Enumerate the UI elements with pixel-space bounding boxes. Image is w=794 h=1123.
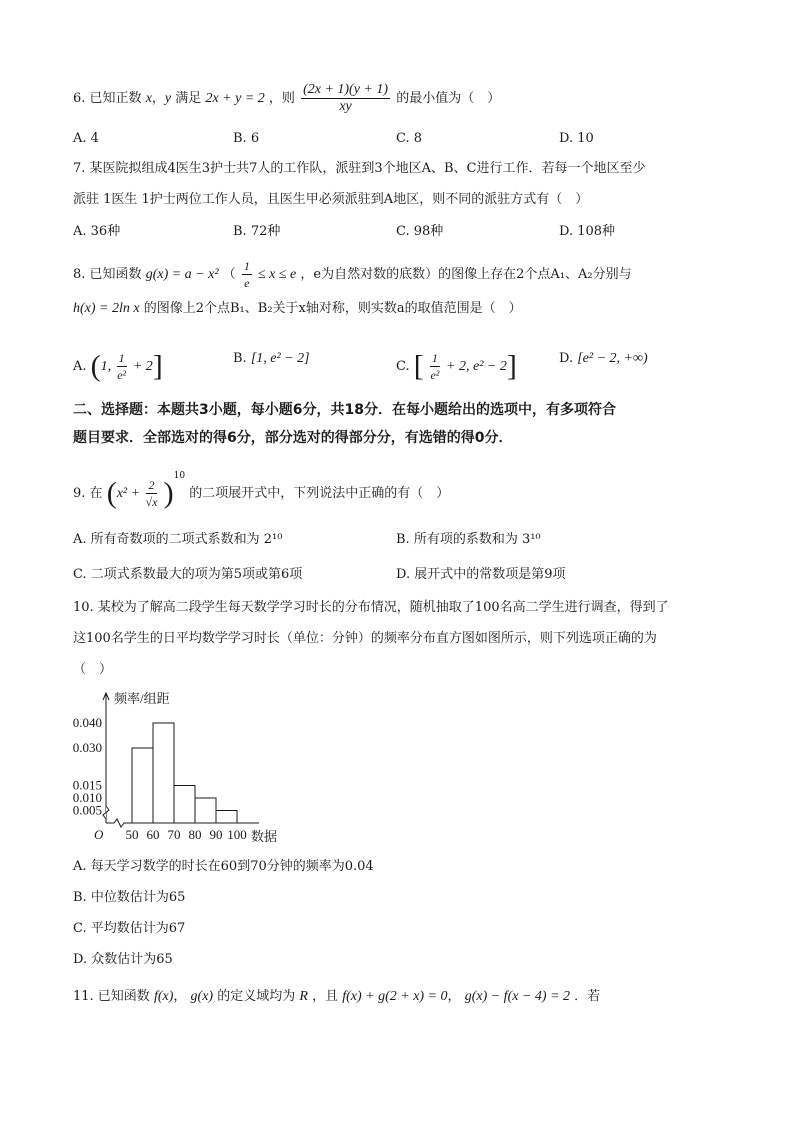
q8-domain-fraction: $\frac{1}{e}$	[243, 259, 250, 290]
y-tick-label: 0.010	[72, 790, 102, 805]
q10-option-c: C. 平均数估计为67	[73, 921, 186, 936]
q6-condition: 2x + y = 2	[205, 91, 265, 106]
histogram-labels	[73, 691, 277, 844]
x-axis-title: 数据	[251, 829, 278, 844]
q11-d: ．若	[574, 989, 601, 1004]
q8-c: ，e为自然对数的底数）的图像上存在2个点A₁、A₂分别与	[300, 267, 632, 282]
q8-h-def: h(x) = 2ln x	[73, 301, 140, 316]
section2-line1: 二、选择题：本题共3小题，每小题6分，共18分．在每小题给出的选项中，有多项符合	[73, 402, 616, 418]
q11-g: g(x)	[190, 989, 214, 1004]
q11-eq2: g(x) − f(x − 4) = 2	[464, 989, 570, 1004]
histogram-bar	[132, 748, 153, 823]
q6-stem: 6. 已知正数 x，y 满足 2x + y = 2 ，则 $\frac{(2x + 1)(y + 1)}{xy}$ 的最小值为（ ）	[73, 82, 501, 114]
q7-option-a: A. 36种	[73, 224, 121, 239]
y-tick-label: 0.030	[72, 740, 102, 755]
q10-line1: 10. 某校为了解高二段学生每天数学学习时长的分布情况，随机抽取了100名高二学生进行调查，得到了	[73, 600, 669, 615]
q8-option-b: B. [1, e² − 2]	[233, 351, 310, 366]
x-tick-label: 100	[227, 827, 247, 842]
q9-option-b: B. 所有项的系数和为 3¹⁰	[396, 532, 541, 547]
q9-b: 的二项展开式中，下列说法中正确的有（ ）	[189, 486, 450, 501]
origin-label: O	[94, 827, 104, 842]
q11-b: 的定义域均为	[217, 989, 296, 1004]
histogram-axes	[103, 693, 259, 827]
q6-option-b: B. 6	[233, 131, 260, 146]
section2-line2: 题目要求．全部选对的得6分，部分选对的得部分分，有选错的得0分．	[73, 430, 513, 446]
q6-stem-a: 6. 已知正数	[73, 91, 142, 106]
y-axis-title: 频率/组距	[114, 691, 170, 706]
q11-c: ，且	[312, 989, 339, 1004]
q8-domain: ≤ x ≤ e	[257, 267, 297, 282]
y-tick-label: 0.005	[72, 802, 102, 818]
q8-b: （	[222, 267, 236, 282]
q7-option-d: D. 108种	[559, 224, 616, 239]
q6-fraction: $\frac{(2x + 1)(y + 1)}{xy}$	[303, 82, 389, 114]
q7-option-b: B. 72种	[233, 224, 281, 239]
q10-line3: （ ）	[73, 662, 113, 677]
x-tick-label: 90	[209, 827, 223, 842]
q11-R: R	[299, 989, 308, 1004]
q9-option-a: A. 所有奇数项的二项式系数和为 2¹⁰	[73, 532, 283, 547]
q6-option-a: A. 4	[73, 131, 99, 146]
x-tick-label: 50	[125, 827, 139, 842]
q11-a: 11. 已知函数	[73, 989, 150, 1004]
q8-option-a: A. (1, $\frac{1}{\text{e²}}$ + 2]	[73, 349, 163, 383]
q6-vars: x	[145, 91, 152, 106]
q8-a: 8. 已知函数	[73, 267, 142, 282]
q11-stem: 11. 已知函数 f(x)， g(x) 的定义域均为 R ，且 f(x) + g(2 + x) = 0， g(x) − f(x − 4) = 2 ．若	[73, 989, 601, 1004]
q10-option-d: D. 众数估计为65	[73, 952, 173, 967]
x-tick-label: 70	[167, 827, 181, 842]
q7-line2: 派驻 1医生 1护士两位工作人员，且医生甲必须派驻到A地区，则不同的派驻方式有（ ）	[73, 192, 589, 207]
q6-stem-b: 满足	[175, 91, 202, 106]
histogram-bars	[132, 723, 237, 823]
histogram-bar	[174, 786, 195, 824]
histogram-bar	[216, 811, 237, 824]
q11-eq1: f(x) + g(2 + x) = 0	[342, 989, 448, 1004]
q6-option-c: C. 8	[396, 131, 423, 146]
q10-option-b: B. 中位数估计为65	[73, 890, 186, 905]
q8-g-def: g(x) = a − x²	[145, 267, 219, 282]
q11-f: f(x)	[153, 989, 174, 1004]
q6-stem-d: 的最小值为（ ）	[396, 91, 501, 106]
y-axis-break	[103, 806, 109, 819]
histogram-bar	[153, 723, 174, 823]
q9-stem: 9. 在 (x² + $\frac{2}{√x}$ )$^{10}$ 的二项展开式中，下列说法中正确的有（ ）	[73, 470, 450, 510]
q6-option-d: D. 10	[559, 131, 594, 146]
q10-line2: 这100名学生的日平均数学学习时长（单位：分钟）的频率分布直方图如图所示，则下列选项正确的为	[73, 631, 657, 646]
q9-a: 9. 在	[73, 486, 103, 501]
q9-option-c: C. 二项式系数最大的项为第5项或第6项	[73, 567, 303, 582]
y-tick-label: 0.015	[72, 777, 102, 793]
x-tick-label: 60	[146, 827, 160, 842]
q8-line1	[73, 258, 632, 291]
q10-option-a: A. 每天学习数学的时长在60到70分钟的频率为0.04	[73, 859, 374, 874]
q9-option-d: D. 展开式中的常数项是第9项	[396, 567, 566, 582]
q7-line1: 7. 某医院拟组成4医生3护士共7人的工作队，派驻到3个地区A、B、C进行工作．若每一个地区至少	[73, 161, 646, 176]
x-tick-label: 80	[188, 827, 202, 842]
y-tick-label: 0.040	[72, 715, 102, 730]
q8-d: 的图像上2个点B₁、B₂关于x轴对称，则实数a的取值范围是（ ）	[143, 301, 522, 316]
histogram-bar	[195, 798, 216, 823]
q8-option-d: D. [e² − 2, +∞)	[559, 351, 648, 366]
q8-line2	[73, 300, 522, 318]
frequency-histogram	[70, 690, 300, 850]
q8-option-c: C. [ $\frac{1}{\text{e²}}$ + 2, e² − 2]	[396, 349, 517, 383]
q6-stem-c: ，则	[268, 91, 295, 106]
q7-option-c: C. 98种	[396, 224, 444, 239]
